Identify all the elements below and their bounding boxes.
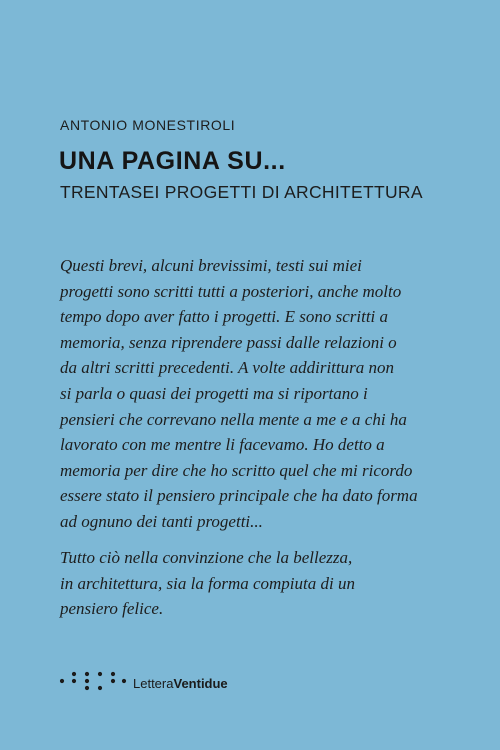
blurb-line: si parla o quasi dei progetti ma si riportano i [60, 383, 368, 403]
book-subtitle: TRENTASEI PROGETTI DI ARCHITETTURA [60, 182, 423, 202]
publisher-name [133, 676, 228, 691]
blurb-line: Tutto ciò nella convinzione che la bellezza, [60, 548, 353, 567]
blurb-line: pensiero felice. [60, 599, 164, 619]
blurb-line: Questi brevi, alcuni brevissimi, testi sui miei [60, 256, 362, 275]
book-title: UNA PAGINA SU... [59, 147, 286, 175]
author-name: ANTONIO MONESTIROLI [60, 117, 236, 133]
publisher-logo [58, 668, 258, 698]
blurb-line: da altri scritti precedenti. A volte addirittura non [60, 358, 394, 378]
blurb-line: ad ognuno dei tanti progetti... [60, 511, 263, 531]
cover-blurb-paragraph-1 [60, 253, 460, 535]
blurb-line: lavorato con me mentre li facevamo. Ho detto a [60, 435, 385, 455]
blurb-line: pensieri che correvano nella mente a me e a chi ha [60, 409, 407, 429]
blurb-line: progetti sono scritti tutti a posteriori, anche molto [60, 281, 402, 301]
blurb-line: tempo dopo aver fatto i progetti. E sono scritti a [60, 307, 389, 327]
blurb-line: essere stato il pensiero principale che ha dato forma [60, 486, 418, 506]
blurb-line: memoria per dire che ho scritto quel che mi ricordo [60, 460, 413, 480]
publisher-name-bold: Ventidue [173, 676, 228, 691]
cover-blurb-paragraph-2 [60, 545, 460, 622]
blurb-line: in architettura, sia la forma compiuta di un [60, 573, 355, 593]
blurb-line: memoria, senza riprendere passi dalle relazioni o [60, 332, 397, 352]
publisher-name-regular: Lettera [133, 676, 174, 691]
publisher-dots-icon [58, 668, 128, 698]
